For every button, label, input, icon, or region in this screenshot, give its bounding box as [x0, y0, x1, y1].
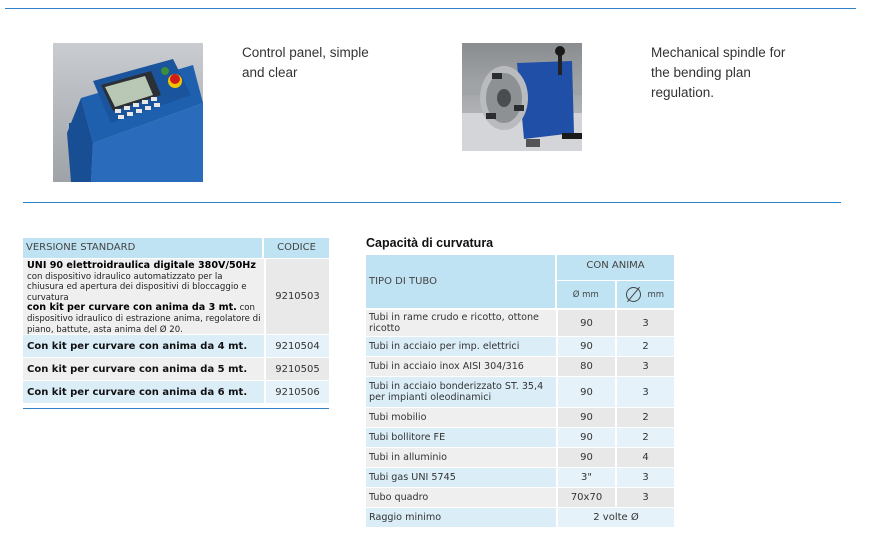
- control-panel-caption: Control panel, simple and clear: [242, 45, 369, 80]
- tube-name: Tubo quadro: [369, 492, 429, 503]
- table-row: [366, 377, 674, 408]
- main-version-description: [23, 259, 264, 334]
- table-row: [23, 335, 329, 358]
- capacity-title: Capacità di curvatura: [366, 236, 494, 250]
- min-radius-label: Raggio minimo: [369, 512, 442, 523]
- mechanical-spindle-caption: Mechanical spindle for the bending plan regulation.: [651, 45, 786, 100]
- tube-thickness: 2: [615, 408, 674, 427]
- tube-name: Tubi mobilio: [369, 412, 427, 423]
- capacity-table: [366, 255, 674, 528]
- table-row: [23, 381, 329, 404]
- tube-name: Tubi in acciaio per imp. elettrici: [369, 341, 520, 352]
- tube-name: Tubi in rame crudo e ricotto, ottone ricotto: [369, 312, 539, 334]
- table-bottom-rule: [23, 404, 329, 409]
- thickness-header: [615, 281, 675, 308]
- table-row: [366, 408, 674, 428]
- tube-type-header: TIPO DI TUBO: [369, 276, 437, 287]
- tube-diameter: 70x70: [556, 488, 615, 507]
- table-row: [366, 488, 674, 508]
- table-row: [23, 358, 329, 381]
- code-header: CODICE: [262, 238, 329, 258]
- table-row: [366, 310, 674, 337]
- kit-label: Con kit per curvare con anima da 4 mt.: [27, 340, 248, 352]
- tube-diameter: 90: [556, 448, 615, 467]
- top-rule: [5, 8, 856, 9]
- main-version-code: 9210503: [264, 259, 329, 334]
- tube-name: Tubi in alluminio: [369, 452, 447, 463]
- section-rule: [23, 202, 841, 203]
- tube-name: Tubi in acciaio bonderizzato ST. 35,4 per impianti oleodinamici: [369, 381, 544, 403]
- main-version-desc2: con dispositivo idraulico di estrazione anima, regolatore di piano, battute, asta anima del Ø 20.: [27, 303, 261, 335]
- tube-thickness: 3: [615, 468, 674, 487]
- tube-thickness: 2: [615, 337, 674, 356]
- diameter-symbol-icon: [626, 287, 641, 302]
- kit-label: Con kit per curvare con anima da 5 mt.: [27, 363, 248, 375]
- kit-code: 9210506: [264, 381, 329, 403]
- table-row: [366, 337, 674, 357]
- tube-thickness: 3: [615, 357, 674, 376]
- tube-thickness: 3: [615, 377, 674, 407]
- table-row: [366, 428, 674, 448]
- tube-diameter: 90: [556, 408, 615, 427]
- with-core-header: CON ANIMA: [557, 255, 674, 281]
- kit-code: 9210504: [264, 335, 329, 357]
- control-panel-photo: [53, 43, 203, 182]
- tube-thickness: 3: [615, 488, 674, 507]
- table-row: [366, 468, 674, 488]
- thickness-unit: mm: [647, 289, 665, 300]
- tube-diameter: 90: [556, 310, 615, 336]
- tube-diameter: 90: [556, 377, 615, 407]
- tube-diameter: 90: [556, 337, 615, 356]
- capacity-table-header: [366, 255, 674, 310]
- kit-code: 9210505: [264, 358, 329, 380]
- version-header: VERSIONE STANDARD: [26, 242, 136, 253]
- table-row: [366, 357, 674, 377]
- table-row: [366, 448, 674, 468]
- tube-name: Tubi bollitore FE: [369, 432, 446, 443]
- table-row: [23, 259, 329, 335]
- standard-version-table: [23, 238, 329, 409]
- tube-diameter: 3": [556, 468, 615, 487]
- main-version-desc1: con dispositivo idraulico automatizzato per la chiusura ed apertura dei dispositivi di bloccaggio e curvatura: [27, 271, 247, 303]
- tube-thickness: 4: [615, 448, 674, 467]
- tube-name: Tubi in acciaio inox AISI 304/316: [369, 361, 524, 372]
- tube-thickness: 2: [615, 428, 674, 447]
- tube-name: Tubi gas UNI 5745: [369, 472, 456, 483]
- tube-thickness: 3: [615, 310, 674, 336]
- min-radius-value: 2 volte Ø: [556, 508, 674, 527]
- main-version-title: UNI 90 elettroidraulica digitale 380V/50Hz: [27, 260, 256, 271]
- tube-diameter: 90: [556, 428, 615, 447]
- diameter-header: Ø mm: [572, 289, 599, 300]
- table-row: [366, 508, 674, 528]
- main-version-kit: con kit per curvare con anima da 3 mt.: [27, 302, 237, 314]
- kit-label: Con kit per curvare con anima da 6 mt.: [27, 386, 248, 398]
- tube-diameter: 80: [556, 357, 615, 376]
- mechanical-spindle-photo: [462, 43, 582, 151]
- standard-table-header: [23, 238, 329, 259]
